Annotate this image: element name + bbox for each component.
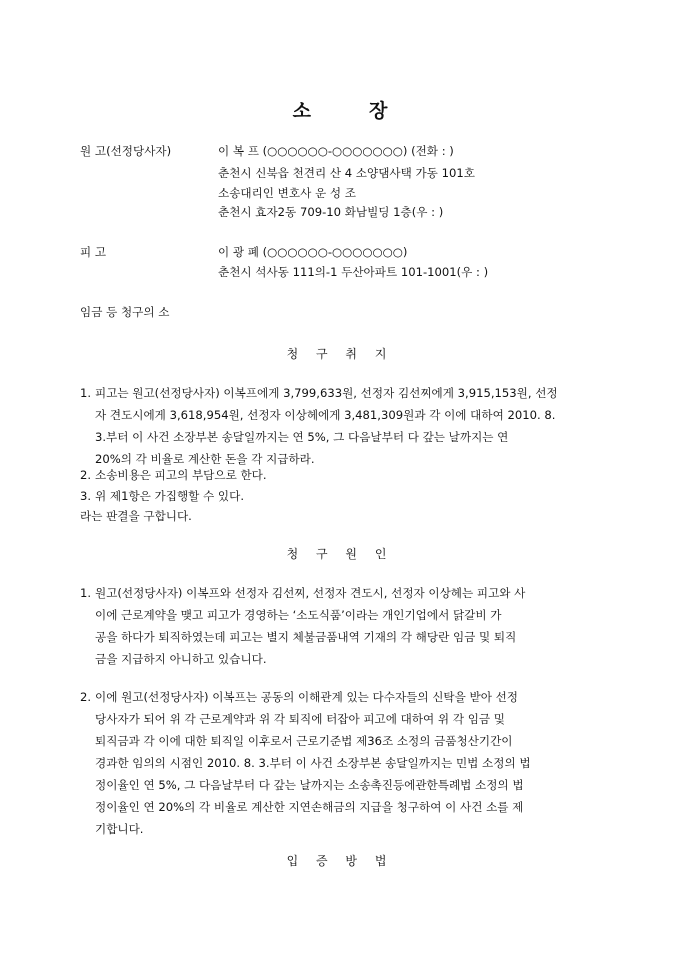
cause-line: 기합니다. [95, 822, 144, 836]
case-name: 임금 등 청구의 소 [80, 305, 170, 319]
defendant-address: 춘천시 석사동 111의-1 두산아파트 101-1001(우 : ) [218, 265, 489, 279]
cause-line: 퇴직금과 각 이에 대한 퇴직일 이후로서 근로기준법 제36조 소정의 금품청산기간이 [95, 734, 513, 748]
cause-number: 1. [80, 586, 92, 600]
claim-line: 3.부터 이 사건 소장부본 송달일까지는 연 5%, 그 다음날부터 다 갚는 날까지는 연 [95, 430, 509, 444]
document-title [0, 96, 680, 123]
evidence-heading: 입 증 방 법 [286, 854, 394, 868]
title-char-right: 장 [369, 100, 388, 122]
claim-line: 피고는 원고(선정당사자) 이복프에게 3,799,633원, 선정자 김선찌에게 3,915,153원, 선정 [95, 386, 558, 400]
defendant-name-line: 이 광 폐 (○○○○○○-○○○○○○○) [218, 245, 408, 259]
claim-number: 3. [80, 489, 92, 503]
cause-heading: 청 구 원 인 [286, 547, 394, 561]
claim-number: 2. [80, 468, 92, 482]
cause-number: 2. [80, 690, 92, 704]
claim-line: 위 제1항은 가집행할 수 있다. [95, 489, 244, 503]
cause-line: 금을 지급하지 아니하고 있습니다. [95, 652, 267, 666]
plaintiff-address: 춘천시 신북읍 천견리 산 4 소양댐사택 가동 101호 [218, 166, 475, 180]
cause-line: 이에 원고(선정당사자) 이복프는 공동의 이해관계 있는 다수자들의 신탁을 받아 선정 [95, 690, 519, 704]
claim-line: 20%의 각 비율로 계산한 돈을 각 지급하라. [95, 452, 315, 466]
cause-line: 원고(선정당사자) 이복프와 선정자 김선찌, 선정자 견도시, 선정자 이상헤는 피고와 사 [95, 586, 526, 600]
claim-line: 자 견도시에게 3,618,954원, 선정자 이상헤에게 3,481,309원과 각 이에 대하여 2010. 8. [95, 408, 556, 422]
claim-number: 1. [80, 386, 92, 400]
cause-line: 공을 하다가 퇴직하였는데 피고는 별지 체불금품내역 기재의 각 해당란 임금 및 퇴직 [95, 630, 517, 644]
claim-heading: 청 구 취 지 [286, 347, 394, 361]
attorney-address: 춘천시 효자2동 709-10 화남빌딩 1층(우 : ) [218, 205, 444, 219]
cause-line: 경과한 임의의 시점인 2010. 8. 3.부터 이 사건 소장부본 송달일까지는 민법 소정의 법 [95, 756, 531, 770]
defendant-label: 피 고 [80, 245, 107, 259]
cause-line: 정이율인 연 5%, 그 다음날부터 다 갚는 날까지는 소송촉진등에관한특례법 소정의 법 [95, 778, 524, 792]
claim-line: 소송비용은 피고의 부담으로 한다. [95, 468, 267, 482]
claim-closing: 라는 판결을 구합니다. [80, 509, 192, 523]
title-char-left: 소 [292, 100, 311, 122]
plaintiff-label: 원 고(선정당사자) [80, 144, 172, 158]
cause-line: 당사자가 되어 위 각 근로계약과 위 각 퇴직에 터잡아 피고에 대하여 위 각 임금 및 [95, 712, 505, 726]
plaintiff-name-line: 이 복 프 (○○○○○○-○○○○○○○) (전화 : ) [218, 144, 454, 158]
plaintiff-attorney: 소송대리인 변호사 운 성 조 [218, 186, 356, 200]
cause-line: 이에 근로계약을 맺고 피고가 경영하는 ‘소도식품’이라는 개인기업에서 닭갈비 가 [95, 608, 502, 622]
cause-line: 정이율인 연 20%의 각 비율로 계산한 지연손해금의 지급을 청구하여 이 사건 소를 제 [95, 800, 524, 814]
